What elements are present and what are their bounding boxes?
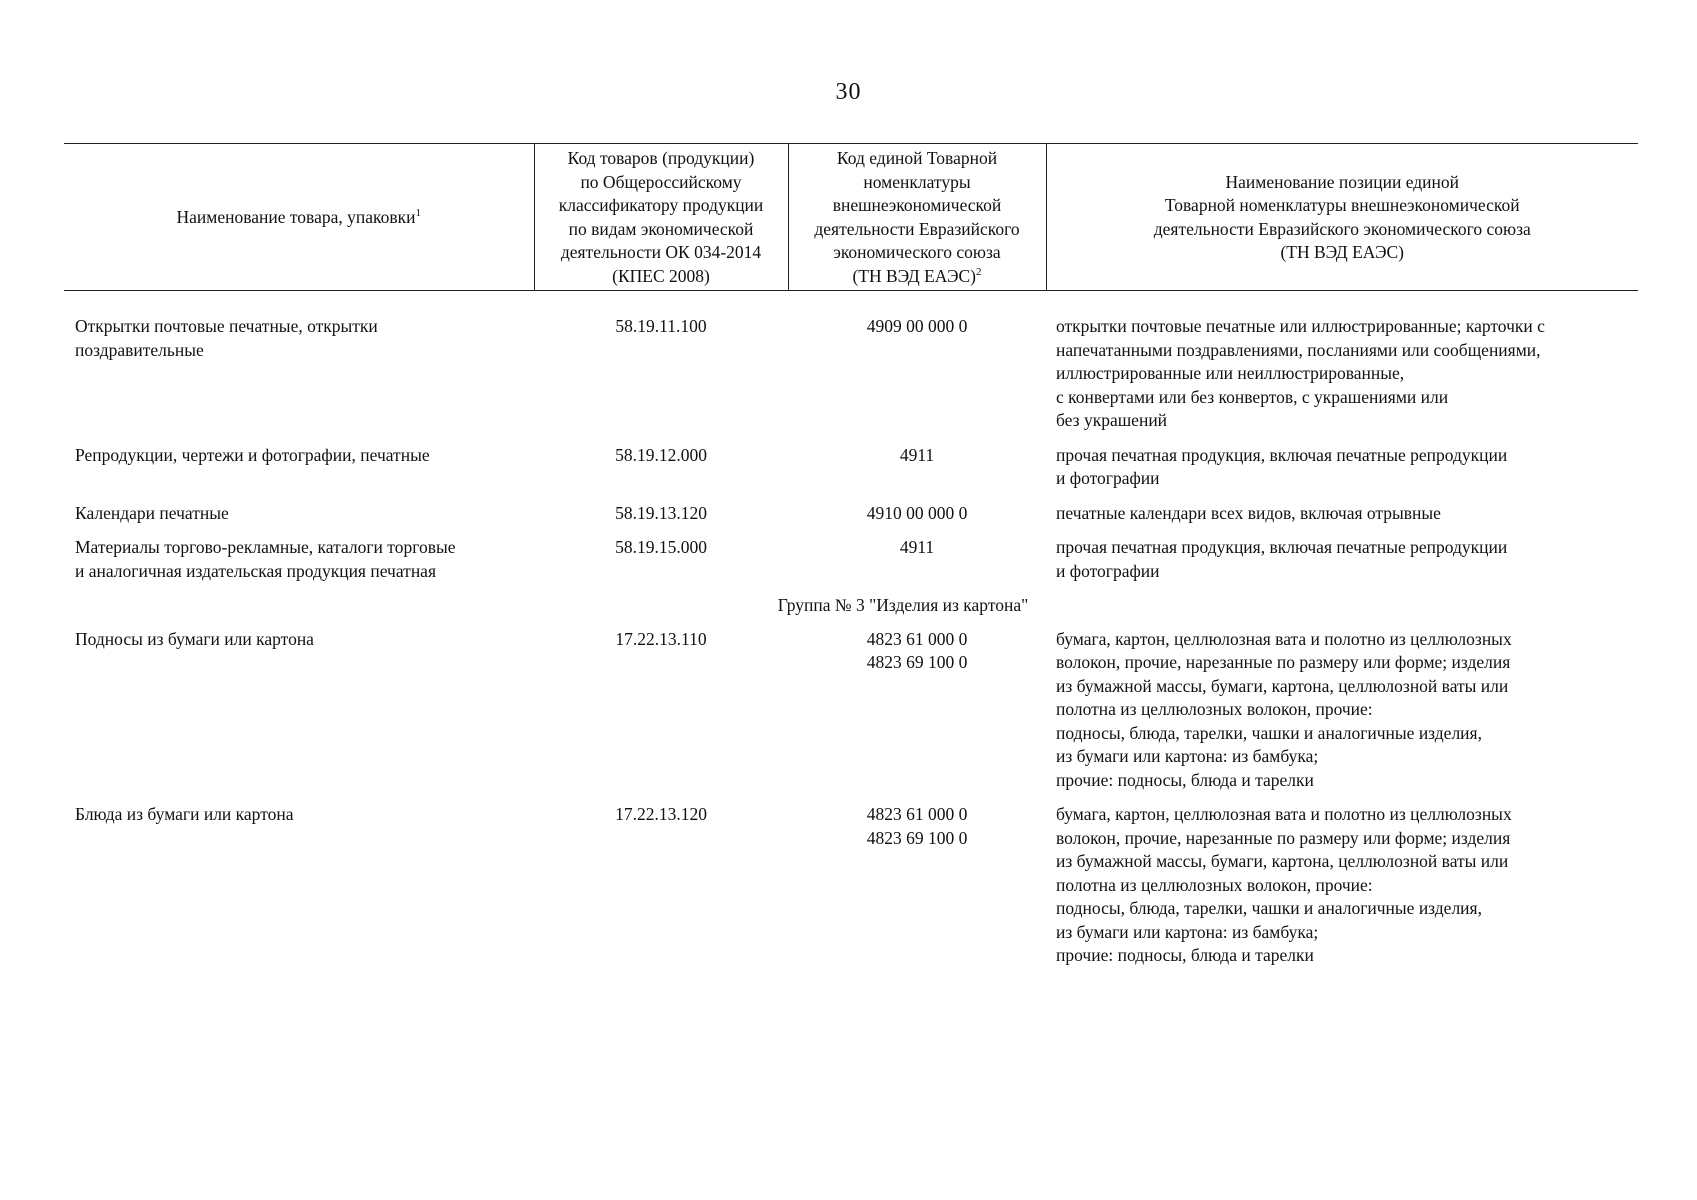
okpd-code-cell: 58.19.11.100	[615, 316, 707, 336]
goods-table	[64, 143, 1638, 979]
description-line: полотна из целлюлозных волокон, прочие:	[1056, 874, 1373, 895]
okpd-code-cell: 58.19.13.120	[615, 502, 707, 523]
description-line: из бумажной массы, бумаги, картона, целлюлозной ваты или	[1056, 851, 1509, 871]
header-okpd-code	[534, 144, 788, 291]
tnved-code-cell	[788, 803, 1046, 979]
description-line: и фотографии	[1056, 560, 1160, 581]
table-header	[64, 144, 1638, 291]
description-line: и фотографии	[1056, 468, 1160, 488]
header-tnved-line	[793, 241, 1042, 265]
description-line: прочая печатная продукция, включая печатные репродукции	[1056, 537, 1508, 557]
tnved-code-cell	[788, 536, 1046, 594]
description-line: без украшений	[1056, 410, 1168, 430]
header-tnved-line	[793, 265, 1042, 289]
description-line: подносы, блюда, тарелки, чашки и аналогичные изделия,	[1056, 898, 1482, 918]
header-desc-line: Товарной номенклатуры внешнеэкономической	[1164, 195, 1520, 215]
description-line: полотна из целлюлозных волокон, прочие:	[1056, 699, 1373, 719]
tnved-code-line: 4823 61 000 0	[866, 804, 968, 824]
goods-name-line: Блюда из бумаги или картона	[75, 804, 294, 824]
goods-name-line: Календари печатные	[75, 502, 229, 523]
description-line: из бумаги или картона: из бамбука;	[1056, 921, 1319, 942]
table-row	[64, 803, 1638, 979]
header-okpd-line: по Общероссийскому	[580, 171, 742, 192]
header-tnved-line-text: экономического союза	[833, 242, 1001, 262]
goods-name-cell	[64, 444, 534, 502]
header-okpd-line: по видам экономической	[568, 218, 754, 239]
tnved-description-cell	[1046, 291, 1638, 444]
header-tnved-line-text: деятельности Евразийского	[814, 218, 1020, 239]
description-line: волокон, прочие, нарезанные по размеру или форме; изделия	[1056, 652, 1511, 672]
header-tnved-line	[793, 171, 1042, 195]
header-goods-name	[64, 144, 534, 291]
table-body	[64, 291, 1638, 979]
page-number: 30	[835, 79, 862, 105]
tnved-code-line: 4823 61 000 0	[866, 628, 968, 649]
description-line: печатные календари всех видов, включая отрывные	[1056, 502, 1441, 523]
header-tnved-description	[1046, 144, 1638, 291]
tnved-code-line: 4911	[899, 444, 935, 465]
header-tnved-code	[788, 144, 1046, 291]
tnved-description-cell	[1046, 444, 1638, 502]
table-row	[64, 628, 1638, 804]
goods-name-line: поздравительные	[75, 339, 204, 360]
group-heading: Группа № 3 "Изделия из картона"	[777, 595, 1029, 615]
goods-name-cell	[64, 536, 534, 594]
header-okpd-line: (КПЕС 2008)	[612, 265, 710, 286]
header-okpd-line: деятельности ОК 034-2014	[560, 242, 762, 262]
description-line: с конвертами или без конвертов, с украшениями или	[1056, 386, 1449, 407]
description-line: из бумажной массы, бумаги, картона, целлюлозной ваты или	[1056, 675, 1509, 696]
description-line: бумага, картон, целлюлозная вата и полотно из целлюлозных	[1056, 804, 1512, 824]
goods-name-line: Материалы торгово-рекламные, каталоги торговые	[75, 537, 456, 557]
okpd-code-cell: 17.22.13.110	[615, 628, 707, 649]
description-line: прочие: подносы, блюда и тарелки	[1056, 769, 1314, 790]
tnved-description-cell	[1046, 536, 1638, 594]
header-tnved-line-text: Код единой Товарной	[836, 148, 998, 168]
tnved-code-line: 4911	[899, 537, 935, 557]
tnved-code-cell	[788, 444, 1046, 502]
description-line: бумага, картон, целлюлозная вата и полотно из целлюлозных	[1056, 628, 1512, 649]
table-row	[64, 444, 1638, 502]
header-tnved-line-text: номенклатуры	[863, 171, 971, 192]
description-line: подносы, блюда, тарелки, чашки и аналогичные изделия,	[1056, 722, 1482, 743]
tnved-code-cell	[788, 502, 1046, 537]
header-tnved-line-text: внешнеэкономической	[832, 195, 1002, 215]
goods-name-line: и аналогичная издательская продукция печатная	[75, 560, 436, 581]
table-row	[64, 291, 1638, 444]
description-line: прочие: подносы, блюда и тарелки	[1056, 945, 1314, 965]
goods-name-cell	[64, 628, 534, 804]
tnved-code-cell	[788, 291, 1046, 444]
description-line: прочая печатная продукция, включая печатные репродукции	[1056, 444, 1508, 465]
tnved-description-cell	[1046, 628, 1638, 804]
tnved-code-line: 4910 00 000 0	[866, 502, 968, 523]
tnved-code-cell	[788, 628, 1046, 804]
description-line: волокон, прочие, нарезанные по размеру или форме; изделия	[1056, 827, 1511, 848]
goods-name-line: Подносы из бумаги или картона	[75, 628, 314, 649]
okpd-code-cell: 58.19.15.000	[615, 537, 707, 557]
goods-name-cell	[64, 502, 534, 537]
description-line: открытки почтовые печатные или иллюстрированные; карточки с	[1056, 316, 1545, 336]
header-goods-name-text: Наименование товара, упаковки	[176, 206, 416, 227]
tnved-code-line: 4909 00 000 0	[866, 316, 968, 336]
okpd-code-cell: 58.19.12.000	[615, 444, 707, 465]
header-tnved-line	[793, 147, 1042, 171]
header-tnved-line	[793, 194, 1042, 218]
goods-name-line: Открытки почтовые печатные, открытки	[75, 316, 378, 336]
group-heading-row	[64, 594, 1638, 628]
footnote-marker: 1	[415, 206, 421, 219]
header-tnved-line	[793, 218, 1042, 242]
description-line: напечатанными поздравлениями, посланиями или сообщениями,	[1056, 339, 1541, 360]
tnved-description-cell	[1046, 803, 1638, 979]
description-line: из бумаги или картона: из бамбука;	[1056, 746, 1319, 766]
goods-name-cell	[64, 291, 534, 444]
header-okpd-line: классификатору продукции	[558, 195, 764, 215]
header-tnved-line-text: (ТН ВЭД ЕАЭС)	[852, 265, 977, 286]
header-desc-line: деятельности Евразийского экономического союза	[1153, 218, 1531, 239]
tnved-code-line: 4823 69 100 0	[866, 827, 968, 848]
header-desc-line: Наименование позиции единой	[1225, 171, 1460, 192]
header-desc-line: (ТН ВЭД ЕАЭС)	[1280, 242, 1405, 262]
okpd-code-cell: 17.22.13.120	[615, 804, 707, 824]
table-row	[64, 502, 1638, 537]
goods-name-line: Репродукции, чертежи и фотографии, печатные	[75, 444, 430, 465]
table-row	[64, 536, 1638, 594]
tnved-code-line: 4823 69 100 0	[866, 652, 968, 672]
description-line: иллюстрированные или неиллюстрированные,	[1056, 363, 1405, 383]
header-okpd-line: Код товаров (продукции)	[567, 148, 755, 168]
goods-name-cell	[64, 803, 534, 979]
tnved-description-cell	[1046, 502, 1638, 537]
footnote-marker: 2	[976, 265, 982, 278]
